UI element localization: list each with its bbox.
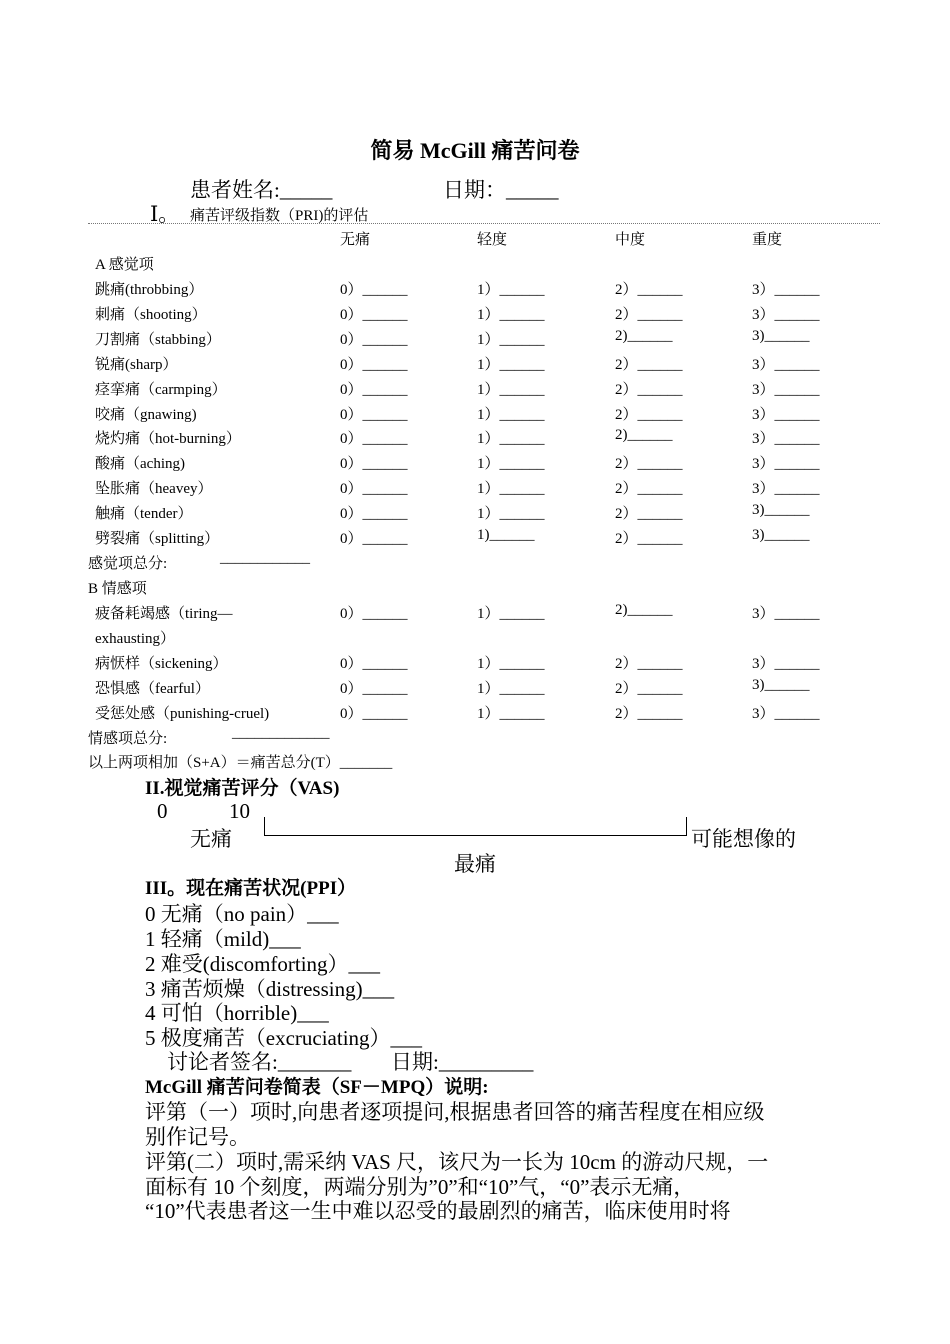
ppi-heading: III。现在痛苦状况(PPI） xyxy=(145,878,357,899)
total-score-line[interactable]: 以上两项相加（S+A）＝痛苦总分(T）_______ xyxy=(88,755,393,771)
affective-rating-field[interactable]: 0）______ xyxy=(340,705,408,722)
sensory-rating-field[interactable]: 1）______ xyxy=(477,506,545,523)
sensory-rating-field[interactable]: 1）______ xyxy=(477,381,545,398)
sensory-item-label: 跳痛(throbbing） xyxy=(95,282,204,298)
vas-scale[interactable] xyxy=(264,817,687,836)
sensory-rating-field[interactable]: 2）______ xyxy=(615,456,683,473)
date-field[interactable]: 日期：_____ xyxy=(443,178,559,202)
ppi-option[interactable]: 4 可怕（horrible)___ xyxy=(145,1001,329,1025)
sensory-rating-field[interactable]: 1）______ xyxy=(477,356,545,373)
sensory-rating-field[interactable]: 0）______ xyxy=(340,381,408,398)
ppi-option[interactable]: 0 无痛（no pain）___ xyxy=(145,902,339,926)
sensory-rating-field[interactable]: 1）______ xyxy=(477,306,545,323)
signer-field[interactable]: 讨论者签名:_______ xyxy=(167,1050,352,1074)
patient-name-field[interactable]: 患者姓名:_____ xyxy=(190,178,333,202)
sensory-rating-field[interactable]: 3）______ xyxy=(752,381,820,398)
sensory-rating-field[interactable]: 2）______ xyxy=(615,481,683,498)
sensory-rating-field[interactable]: 1）______ xyxy=(477,282,545,298)
sensory-item-label: 酸痛（aching) xyxy=(95,456,185,473)
sensory-rating-field[interactable]: 1)______ xyxy=(477,527,535,543)
sensory-item-label: 刀割痛（stabbing） xyxy=(95,331,221,348)
sensory-rating-field[interactable]: 1）______ xyxy=(477,331,545,348)
sensory-rating-field[interactable]: 1）______ xyxy=(477,456,545,473)
sensory-rating-field[interactable]: 2）______ xyxy=(615,506,683,523)
affective-item-label: 恐惧感（fearful） xyxy=(95,680,210,697)
notes-heading: McGill 痛苦问卷简表（SF－MPQ）说明: xyxy=(145,1077,489,1098)
affective-item-label: 受惩处感（punishing-cruel) xyxy=(95,705,270,722)
sensory-rating-field[interactable]: 0）______ xyxy=(340,282,408,298)
vas-heading: II.视觉痛苦评分（VAS) xyxy=(145,778,340,799)
sensory-item-label: 刺痛（shooting） xyxy=(95,306,207,323)
sensory-total-field[interactable]: ____________ xyxy=(220,550,310,566)
column-header-none: 无痛 xyxy=(340,232,371,248)
sensory-rating-field[interactable]: 0）______ xyxy=(340,306,408,323)
sensory-rating-field[interactable]: 0）______ xyxy=(340,331,408,348)
notes-line: 评第（一）项时,向患者逐项提问,根据患者回答的痛苦程度在相应级 xyxy=(145,1100,765,1124)
affective-rating-field[interactable]: 2）______ xyxy=(615,680,683,697)
affective-item-label-cont: exhausting） xyxy=(95,630,175,647)
sensory-rating-field[interactable]: 3）______ xyxy=(752,406,820,423)
sensory-item-label: 锐痛(sharp） xyxy=(95,356,178,373)
sensory-rating-field[interactable]: 0）______ xyxy=(340,406,408,423)
sign-date-field[interactable]: 日期:_________ xyxy=(391,1050,534,1074)
sensory-rating-field[interactable]: 3）______ xyxy=(752,481,820,498)
affective-heading: B 情感项 xyxy=(88,581,147,597)
section1-title: 痛苦评级指数（PRI)的评估 xyxy=(190,208,369,224)
sensory-heading: A 感觉项 xyxy=(95,257,154,273)
sensory-rating-field[interactable]: 2)______ xyxy=(615,327,673,344)
sensory-rating-field[interactable]: 0）______ xyxy=(340,431,408,448)
affective-item-label: 病恹样（sickening） xyxy=(95,655,228,672)
sensory-item-label: 劈裂痛（splitting） xyxy=(95,531,220,547)
affective-rating-field[interactable]: 2）______ xyxy=(615,705,683,722)
sensory-rating-field[interactable]: 2）______ xyxy=(615,381,683,398)
affective-rating-field[interactable]: 3）______ xyxy=(752,705,820,722)
vas-worst-label: 可能想像的 xyxy=(691,827,796,851)
sensory-rating-field[interactable]: 2）______ xyxy=(615,531,683,547)
affective-rating-field[interactable]: 1）______ xyxy=(477,680,545,697)
vas-worst-label-cont: 最痛 xyxy=(454,852,496,876)
column-header-moderate: 中度 xyxy=(615,232,646,248)
sensory-item-label: 痉挛痛（carmping） xyxy=(95,381,227,398)
notes-line: 别作记号。 xyxy=(145,1125,250,1149)
affective-rating-field[interactable]: 1）______ xyxy=(477,705,545,722)
affective-rating-field[interactable]: 2)______ xyxy=(615,602,673,618)
sensory-rating-field[interactable]: 2）______ xyxy=(615,306,683,323)
sensory-rating-field[interactable]: 1）______ xyxy=(477,481,545,498)
affective-rating-field[interactable]: 3）______ xyxy=(752,655,820,672)
affective-rating-field[interactable]: 2）______ xyxy=(615,655,683,672)
sensory-rating-field[interactable]: 2）______ xyxy=(615,356,683,373)
affective-rating-field[interactable]: 3)______ xyxy=(752,676,810,693)
affective-total-field[interactable]: _____________ xyxy=(232,725,330,741)
sensory-rating-field[interactable]: 0）______ xyxy=(340,531,408,547)
sensory-rating-field[interactable]: 3）______ xyxy=(752,306,820,323)
sensory-rating-field[interactable]: 3）______ xyxy=(752,282,820,298)
sensory-rating-field[interactable]: 0）______ xyxy=(340,356,408,373)
sensory-rating-field[interactable]: 0）______ xyxy=(340,481,408,498)
notes-line: 评第(二）项时,需采纳 VAS 尺，该尺为一长为 10cm 的游动尺规，一 xyxy=(145,1150,769,1174)
affective-rating-field[interactable]: 3）______ xyxy=(752,606,820,622)
sensory-rating-field[interactable]: 2）______ xyxy=(615,406,683,423)
sensory-total-label: 感觉项总分: xyxy=(88,556,168,572)
vas-no-pain-label: 无痛 xyxy=(190,827,232,851)
sensory-rating-field[interactable]: 3)______ xyxy=(752,327,810,344)
ppi-option[interactable]: 1 轻痛（mild)___ xyxy=(145,927,301,951)
section-divider xyxy=(88,223,880,224)
sensory-rating-field[interactable]: 3）______ xyxy=(752,456,820,473)
page-title: 简易 McGill 痛苦问卷 xyxy=(370,138,580,163)
column-header-mild: 轻度 xyxy=(477,232,508,248)
notes-line: 面标有 10 个刻度，两端分别为”0”和“10”气，“0”表示无痛， xyxy=(145,1175,695,1199)
affective-rating-field[interactable]: 1）______ xyxy=(477,606,545,622)
sensory-rating-field[interactable]: 3）______ xyxy=(752,356,820,373)
affective-item-label: 疲备耗竭感（tiring— xyxy=(95,606,233,622)
column-header-severe: 重度 xyxy=(752,232,783,248)
notes-line: “10”代表患者这一生中难以忍受的最剧烈的痛苦，临床使用时将 xyxy=(145,1199,731,1223)
sensory-item-label: 坠胀痛（heavey） xyxy=(95,481,213,498)
sensory-item-label: 烧灼痛（hot-burning） xyxy=(95,431,241,448)
sensory-rating-field[interactable]: 0）______ xyxy=(340,456,408,473)
sensory-rating-field[interactable]: 3)______ xyxy=(752,502,810,519)
affective-rating-field[interactable]: 0）______ xyxy=(340,606,408,622)
ppi-option[interactable]: 2 难受(discomforting）___ xyxy=(145,952,381,976)
sensory-rating-field[interactable]: 3)______ xyxy=(752,527,810,543)
sensory-rating-field[interactable]: 1）______ xyxy=(477,406,545,423)
sensory-item-label: 咬痛（gnawing) xyxy=(95,406,197,423)
vas-max-number: 10 xyxy=(229,799,250,823)
affective-rating-field[interactable]: 0）______ xyxy=(340,655,408,672)
vas-min-number: 0 xyxy=(157,799,168,823)
ppi-option[interactable]: 5 极度痛苦（excruciating）___ xyxy=(145,1026,423,1050)
section1-marker: Ⅰ。 xyxy=(150,202,180,226)
sensory-rating-field[interactable]: 2)______ xyxy=(615,427,673,444)
sensory-rating-field[interactable]: 3）______ xyxy=(752,431,820,448)
sensory-item-label: 触痛（tender） xyxy=(95,506,193,523)
affective-rating-field[interactable]: 0）______ xyxy=(340,680,408,697)
sensory-rating-field[interactable]: 0）______ xyxy=(340,506,408,523)
sensory-rating-field[interactable]: 2）______ xyxy=(615,282,683,298)
affective-total-label: 情感项总分: xyxy=(88,731,168,747)
sensory-rating-field[interactable]: 1）______ xyxy=(477,431,545,448)
ppi-option[interactable]: 3 痛苦烦燥（distressing)___ xyxy=(145,977,395,1001)
affective-rating-field[interactable]: 1）______ xyxy=(477,655,545,672)
